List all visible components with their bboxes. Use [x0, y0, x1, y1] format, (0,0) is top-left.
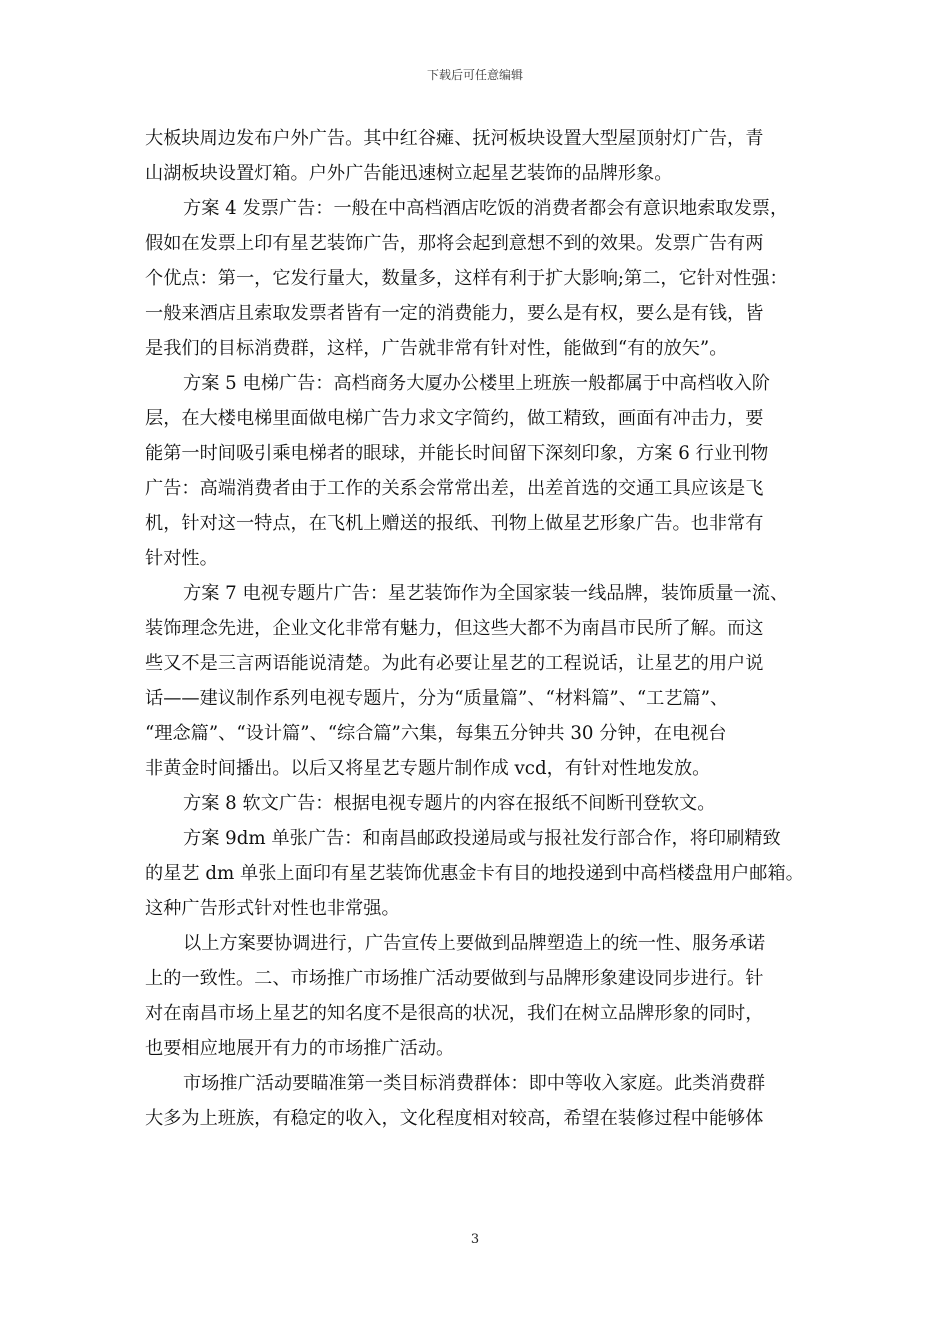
text-line: 方案 9dm 单张广告：和南昌邮政投递局或与报社发行部合作，将印刷精致 — [183, 828, 781, 849]
text-line: 针对性。 — [145, 548, 218, 569]
text-line: 对在南昌市场上星艺的知名度不是很高的状况，我们在树立品牌形象的同时， — [145, 1003, 764, 1024]
text-line: 一般来酒店且索取发票者皆有一定的消费能力，要么是有权，要么是有钱，皆 — [145, 303, 764, 324]
text-line: 层，在大楼电梯里面做电梯广告力求文字简约，做工精致，画面有冲击力，要 — [145, 408, 764, 429]
text-line: 假如在发票上印有星艺装饰广告，那将会起到意想不到的效果。发票广告有两 — [145, 233, 764, 254]
text-line: “理念篇”、“设计篇”、“综合篇”六集，每集五分钟共 30 分钟，在电视台 — [145, 723, 727, 744]
page-number: 3 — [470, 1232, 480, 1247]
text-line: 市场推广活动要瞄准第一类目标消费群体：即中等收入家庭。此类消费群 — [183, 1073, 766, 1094]
document-body — [145, 121, 825, 1136]
page-header: 下载后可任意编辑 — [426, 68, 523, 82]
text-line: 山湖板块设置灯箱。户外广告能迅速树立起星艺装饰的品牌形象。 — [145, 163, 673, 184]
text-line: 的星艺 dm 单张上面印有星艺装饰优惠金卡有目的地投递到中高档楼盘用户邮箱。 — [145, 863, 804, 884]
text-line: 大板块周边发布户外广告。其中红谷瘫、抚河板块设置大型屋顶射灯广告，青 — [145, 128, 764, 149]
text-line: 方案 4 发票广告：一般在中高档酒店吃饭的消费者都会有意识地索取发票， — [183, 198, 789, 219]
text-line: 个优点：第一，它发行量大，数量多，这样有利于扩大影响;第二，它针对性强： — [145, 268, 788, 289]
text-line: 大多为上班族，有稳定的收入，文化程度相对较高，希望在装修过程中能够体 — [145, 1108, 764, 1129]
text-line: 机，针对这一特点，在飞机上赠送的报纸、刊物上做星艺形象广告。也非常有 — [145, 513, 764, 534]
text-line: 方案 5 电梯广告：高档商务大厦办公楼里上班族一般都属于中高档收入阶 — [183, 373, 770, 394]
text-line: 也要相应地展开有力的市场推广活动。 — [145, 1038, 455, 1059]
text-line: 能第一时间吸引乘电梯者的眼球，并能长时间留下深刻印象，方案 6 行业刊物 — [145, 443, 769, 464]
text-line: 以上方案要协调进行，广告宣传上要做到品牌塑造上的统一性、服务承诺 — [183, 933, 766, 954]
text-line: 是我们的目标消费群，这样，广告就非常有针对性，能做到“有的放矢”。 — [145, 338, 728, 359]
text-line: 广告：高端消费者由于工作的关系会常常出差，出差首选的交通工具应该是飞 — [145, 478, 764, 499]
text-line: 装饰理念先进，企业文化非常有魅力，但这些大都不为南昌市民所了解。而这 — [145, 618, 764, 639]
text-line: 些又不是三言两语能说清楚。为此有必要让星艺的工程说话，让星艺的用户说 — [145, 653, 764, 674]
text-line: 方案 8 软文广告：根据电视专题片的内容在报纸不间断刊登软文。 — [183, 793, 716, 814]
text-line: 话——建议制作系列电视专题片，分为“质量篇”、“材料篇”、“工艺篇”、 — [145, 688, 729, 709]
text-line: 非黄金时间播出。以后又将星艺专题片制作成 vcd，有针对性地发放。 — [145, 758, 711, 779]
text-line: 方案 7 电视专题片广告：星艺装饰作为全国家装一线品牌，装饰质量一流、 — [183, 583, 789, 604]
text-line: 上的一致性。二、市场推广市场推广活动要做到与品牌形象建设同步进行。针 — [145, 968, 764, 989]
text-line: 这种广告形式针对性也非常强。 — [145, 898, 400, 919]
